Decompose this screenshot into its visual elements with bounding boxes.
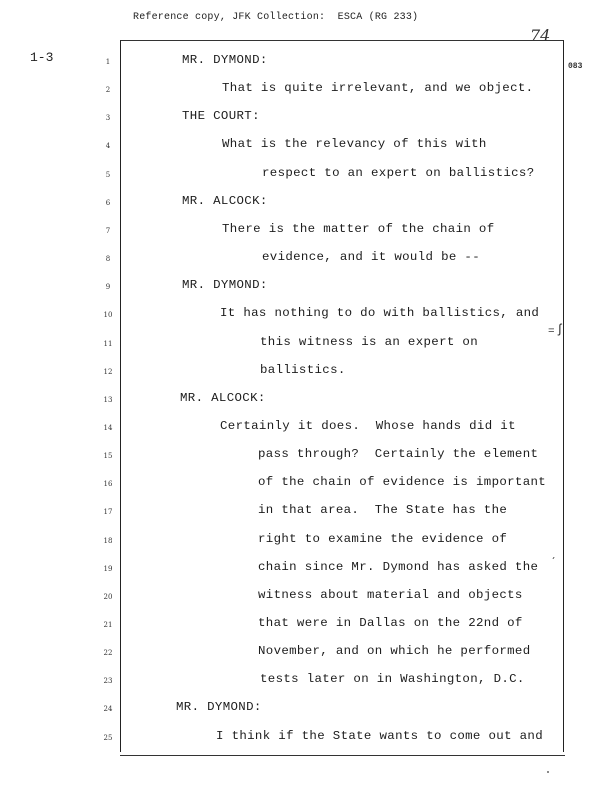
transcript-line: I think if the State wants to come out and (216, 728, 543, 743)
line-number: 25 (103, 733, 113, 742)
transcript-line: November, and on which he performed (258, 644, 531, 659)
line-number: 17 (103, 508, 113, 517)
transcript-line: MR. DYMOND: (182, 278, 268, 293)
margin-note: 083 (568, 62, 583, 71)
transcript-line: Certainly it does. Whose hands did it (220, 418, 516, 433)
transcript-line: THE COURT: (182, 109, 260, 124)
margin-tick-mark: ˊ (550, 556, 558, 570)
transcript-line: of the chain of evidence is important (258, 475, 547, 490)
scan-speck (547, 771, 549, 773)
line-number: 10 (103, 311, 113, 320)
line-number: 13 (103, 395, 113, 404)
line-number: 21 (103, 621, 113, 629)
bottom-rule (120, 755, 565, 756)
line-number: 16 (103, 480, 113, 489)
transcript-line: MR. DYMOND: (182, 53, 268, 67)
reference-copy-stamp: Reference copy, JFK Collection: ESCA (RG 233) (133, 12, 419, 23)
line-number: 6 (105, 198, 111, 207)
section-mark: 1-3 (30, 50, 54, 65)
line-number: 9 (105, 283, 111, 292)
transcript-line: right to examine the evidence of (258, 531, 508, 546)
handwritten-page-number: 74 (530, 26, 551, 45)
transcript-line: this witness is an expert on (260, 334, 478, 349)
transcript-line: chain since Mr. Dymond has asked the (258, 559, 539, 574)
line-number: 8 (105, 255, 111, 264)
line-number: 5 (105, 170, 111, 179)
transcript-line: evidence, and it would be -- (262, 250, 480, 265)
transcript-line: respect to an expert on ballistics? (262, 165, 535, 180)
transcript-line: There is the matter of the chain of (222, 221, 495, 236)
line-number: 20 (103, 592, 113, 601)
line-number: 12 (103, 367, 113, 376)
line-number: 24 (103, 705, 113, 714)
line-number: 14 (103, 423, 113, 432)
line-number: 3 (105, 114, 111, 123)
line-number: 7 (105, 226, 111, 235)
transcript-line: It has nothing to do with ballistics, and (220, 306, 540, 321)
line-number: 1 (105, 58, 111, 66)
transcript-line: pass through? Certainly the element (258, 447, 539, 462)
transcript-line: witness about material and objects (258, 587, 523, 602)
line-number: 15 (103, 452, 113, 461)
transcript-line: in that area. The State has the (258, 503, 508, 518)
line-number: 4 (105, 142, 111, 151)
transcript-line: MR. ALCOCK: (182, 193, 268, 208)
line-number: 18 (103, 536, 113, 545)
margin-pencil-tick: ʃ (556, 322, 564, 337)
transcript-line: ballistics. (260, 362, 346, 377)
margin-pencil-mark: = (548, 326, 555, 338)
transcript-line: that were in Dallas on the 22nd of (258, 616, 523, 630)
transcript-line: What is the relevancy of this with (222, 137, 487, 152)
transcript-line: That is quite irrelevant, and we object. (222, 81, 534, 96)
line-number: 23 (103, 677, 113, 686)
transcript-line: MR. ALCOCK: (180, 390, 266, 405)
transcript-line: MR. DYMOND: (176, 700, 262, 715)
line-number: 2 (105, 86, 111, 95)
line-number: 19 (103, 564, 113, 573)
transcript-line: tests later on in Washington, D.C. (260, 672, 525, 687)
line-number: 22 (103, 649, 113, 658)
line-number: 11 (103, 339, 113, 348)
